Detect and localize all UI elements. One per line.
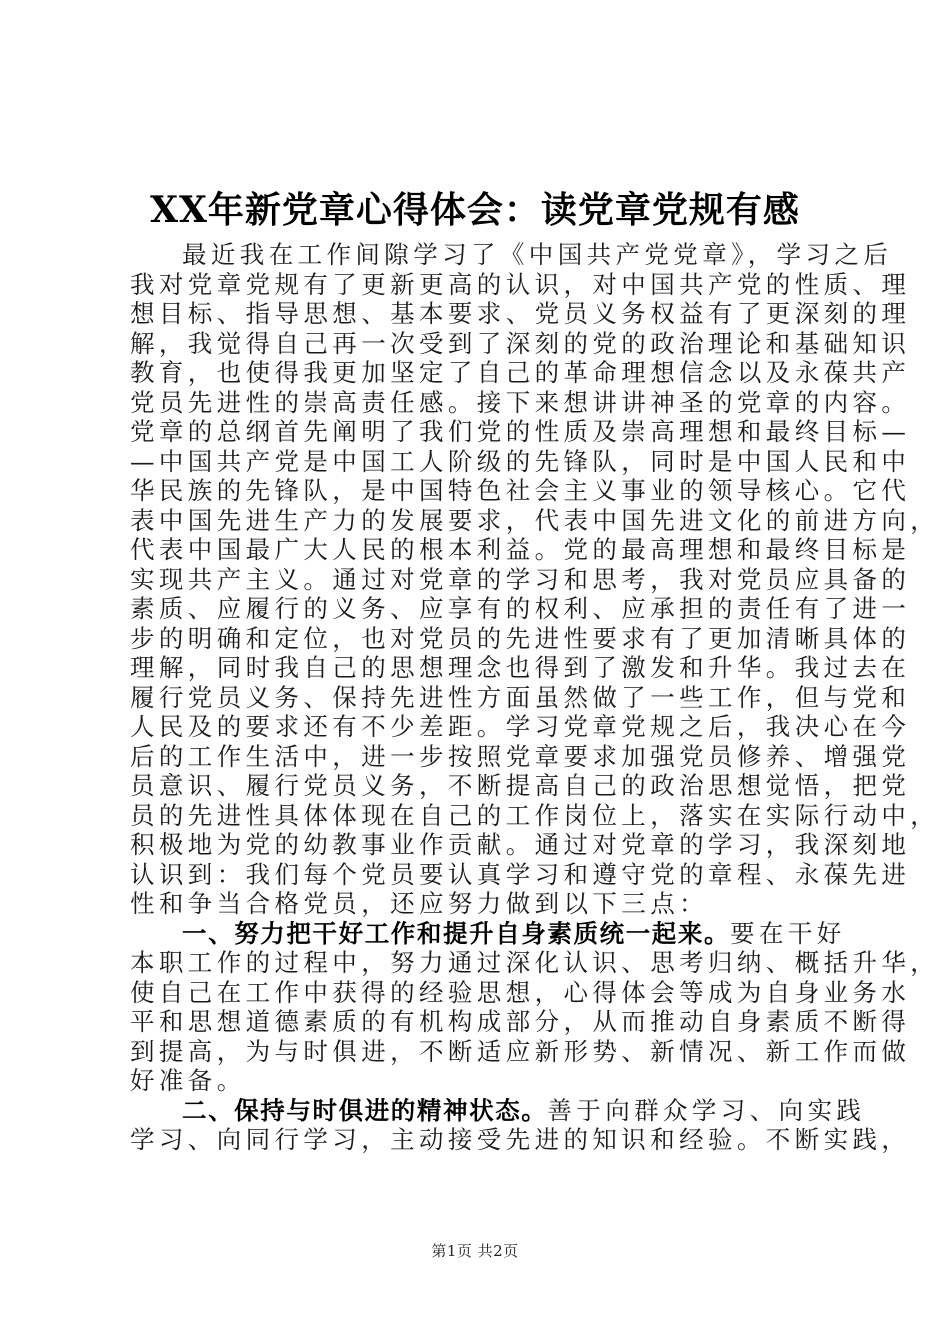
paragraph-line xyxy=(130,977,911,1008)
line-text: 到提高，为与时俱进，不断适应新形势、新情况、新工作而做 xyxy=(130,1036,911,1066)
section-heading-line-1 xyxy=(130,918,846,949)
paragraph-line xyxy=(130,1007,911,1037)
line-text: 步的明确和定位，也对党员的先进性要求有了更加清晰具体的 xyxy=(130,623,911,653)
line-text: —中国共产党是中国工人阶级的先锋队，同时是中国人民和中 xyxy=(130,446,911,476)
line-text: 党员先进性的崇高责任感。接下来想讲讲神圣的党章的内容。 xyxy=(130,387,911,417)
line-text: 人民及的要求还有不少差距。学习党章党规之后，我决心在今 xyxy=(130,712,911,741)
line-text: 善于向群众学习、向实践 xyxy=(547,1095,866,1125)
paragraph-line xyxy=(130,594,911,624)
line-text: 本职工作的过程中，努力通过深化认识、思考归纳、概括升华， xyxy=(130,948,940,977)
paragraph-line xyxy=(130,446,911,477)
line-text: 党章的总纲首先阐明了我们党的性质及崇高理想和最终目标— xyxy=(130,417,911,446)
paragraph-line xyxy=(130,889,840,919)
section-heading-1: 一、努力把干好工作和提升自身素质统一起来。 xyxy=(182,918,731,948)
paragraph-line xyxy=(130,387,911,418)
paragraph-line xyxy=(130,771,911,801)
line-text: 员意识、履行党员义务，不断提高自己的政治思想觉悟，把党 xyxy=(130,771,911,800)
document-body xyxy=(130,240,940,1155)
paragraph-line xyxy=(130,859,911,890)
line-text: 想目标、指导思想、基本要求、党员义务权益有了更深刻的理 xyxy=(130,299,911,328)
paragraph-line xyxy=(130,328,911,359)
paragraph-line xyxy=(130,830,911,860)
line-text: 华民族的先锋队，是中国特色社会主义事业的领导核心。它代 xyxy=(130,476,911,505)
paragraph-line xyxy=(130,1125,911,1155)
paragraph-line xyxy=(130,800,940,831)
paragraph-line xyxy=(130,741,911,772)
section-heading-line-2 xyxy=(130,1095,866,1126)
document-title: XX年新党章心得体会：读党章党规有感 xyxy=(150,189,800,231)
line-text: 代表中国最广大人民的根本利益。党的最高理想和最终目标是 xyxy=(130,535,911,564)
paragraph-line xyxy=(130,240,893,270)
line-text: 积极地为党的幼教事业作贡献。通过对党章的学习，我深刻地 xyxy=(130,830,911,859)
line-text: 教育，也使得我更加坚定了自己的革命理想信念以及永葆共产 xyxy=(130,358,911,387)
paragraph-line xyxy=(130,269,911,300)
paragraph-line xyxy=(130,505,940,536)
paragraph-line xyxy=(130,653,911,683)
line-text: 好准备。 xyxy=(130,1066,246,1095)
paragraph-line xyxy=(130,564,911,595)
paragraph-line xyxy=(130,1066,840,1096)
line-text: 素质、应履行的义务、应享有的权利、应承担的责任有了进一 xyxy=(130,594,911,623)
line-text: 学习、向同行学习，主动接受先进的知识和经验。不断实践， xyxy=(130,1125,911,1154)
line-text: 要在干好 xyxy=(730,918,846,948)
line-text: 平和思想道德素质的有机构成部分，从而推动自身素质不断得 xyxy=(130,1007,911,1036)
paragraph-line xyxy=(130,299,911,329)
paragraph-line xyxy=(130,712,911,742)
line-text: 最近我在工作间隙学习了《中国共产党党章》，学习之后 xyxy=(182,240,893,269)
paragraph-line xyxy=(130,535,911,565)
paragraph-line xyxy=(130,417,911,447)
paragraph-line xyxy=(130,476,911,506)
line-text: 履行党员义务、保持先进性方面虽然做了一些工作，但与党和 xyxy=(130,682,911,712)
line-text: 使自己在工作中获得的经验思想，心得体会等成为自身业务水 xyxy=(130,977,911,1007)
paragraph-line xyxy=(130,1036,911,1067)
paragraph-line xyxy=(130,682,911,713)
line-text: 认识到：我们每个党员要认真学习和遵守党的章程、永葆先进 xyxy=(130,859,911,889)
line-text: 性和争当合格党员，还应努力做到以下三点： xyxy=(130,889,708,918)
paragraph-line xyxy=(130,623,911,654)
line-text: 实现共产主义。通过对党章的学习和思考，我对党员应具备的 xyxy=(130,564,911,594)
line-text: 后的工作生活中，进一步按照党章要求加强党员修养、增强党 xyxy=(130,741,911,771)
line-text: 理解，同时我自己的思想理念也得到了激发和升华。我过去在 xyxy=(130,653,911,682)
paragraph-line xyxy=(130,358,911,388)
line-text: 表中国先进生产力的发展要求，代表中国先进文化的前进方向， xyxy=(130,505,940,535)
line-text: 我对党章党规有了更新更高的认识，对中国共产党的性质、理 xyxy=(130,269,911,299)
line-text: 解，我觉得自己再一次受到了深刻的党的政治理论和基础知识 xyxy=(130,328,911,358)
section-heading-2: 二、保持与时俱进的精神状态。 xyxy=(182,1095,548,1125)
page-indicator: 第1页 共2页 xyxy=(431,1242,519,1260)
line-text: 员的先进性具体体现在自己的工作岗位上，落实在实际行动中， xyxy=(130,800,940,830)
paragraph-line xyxy=(130,948,940,978)
